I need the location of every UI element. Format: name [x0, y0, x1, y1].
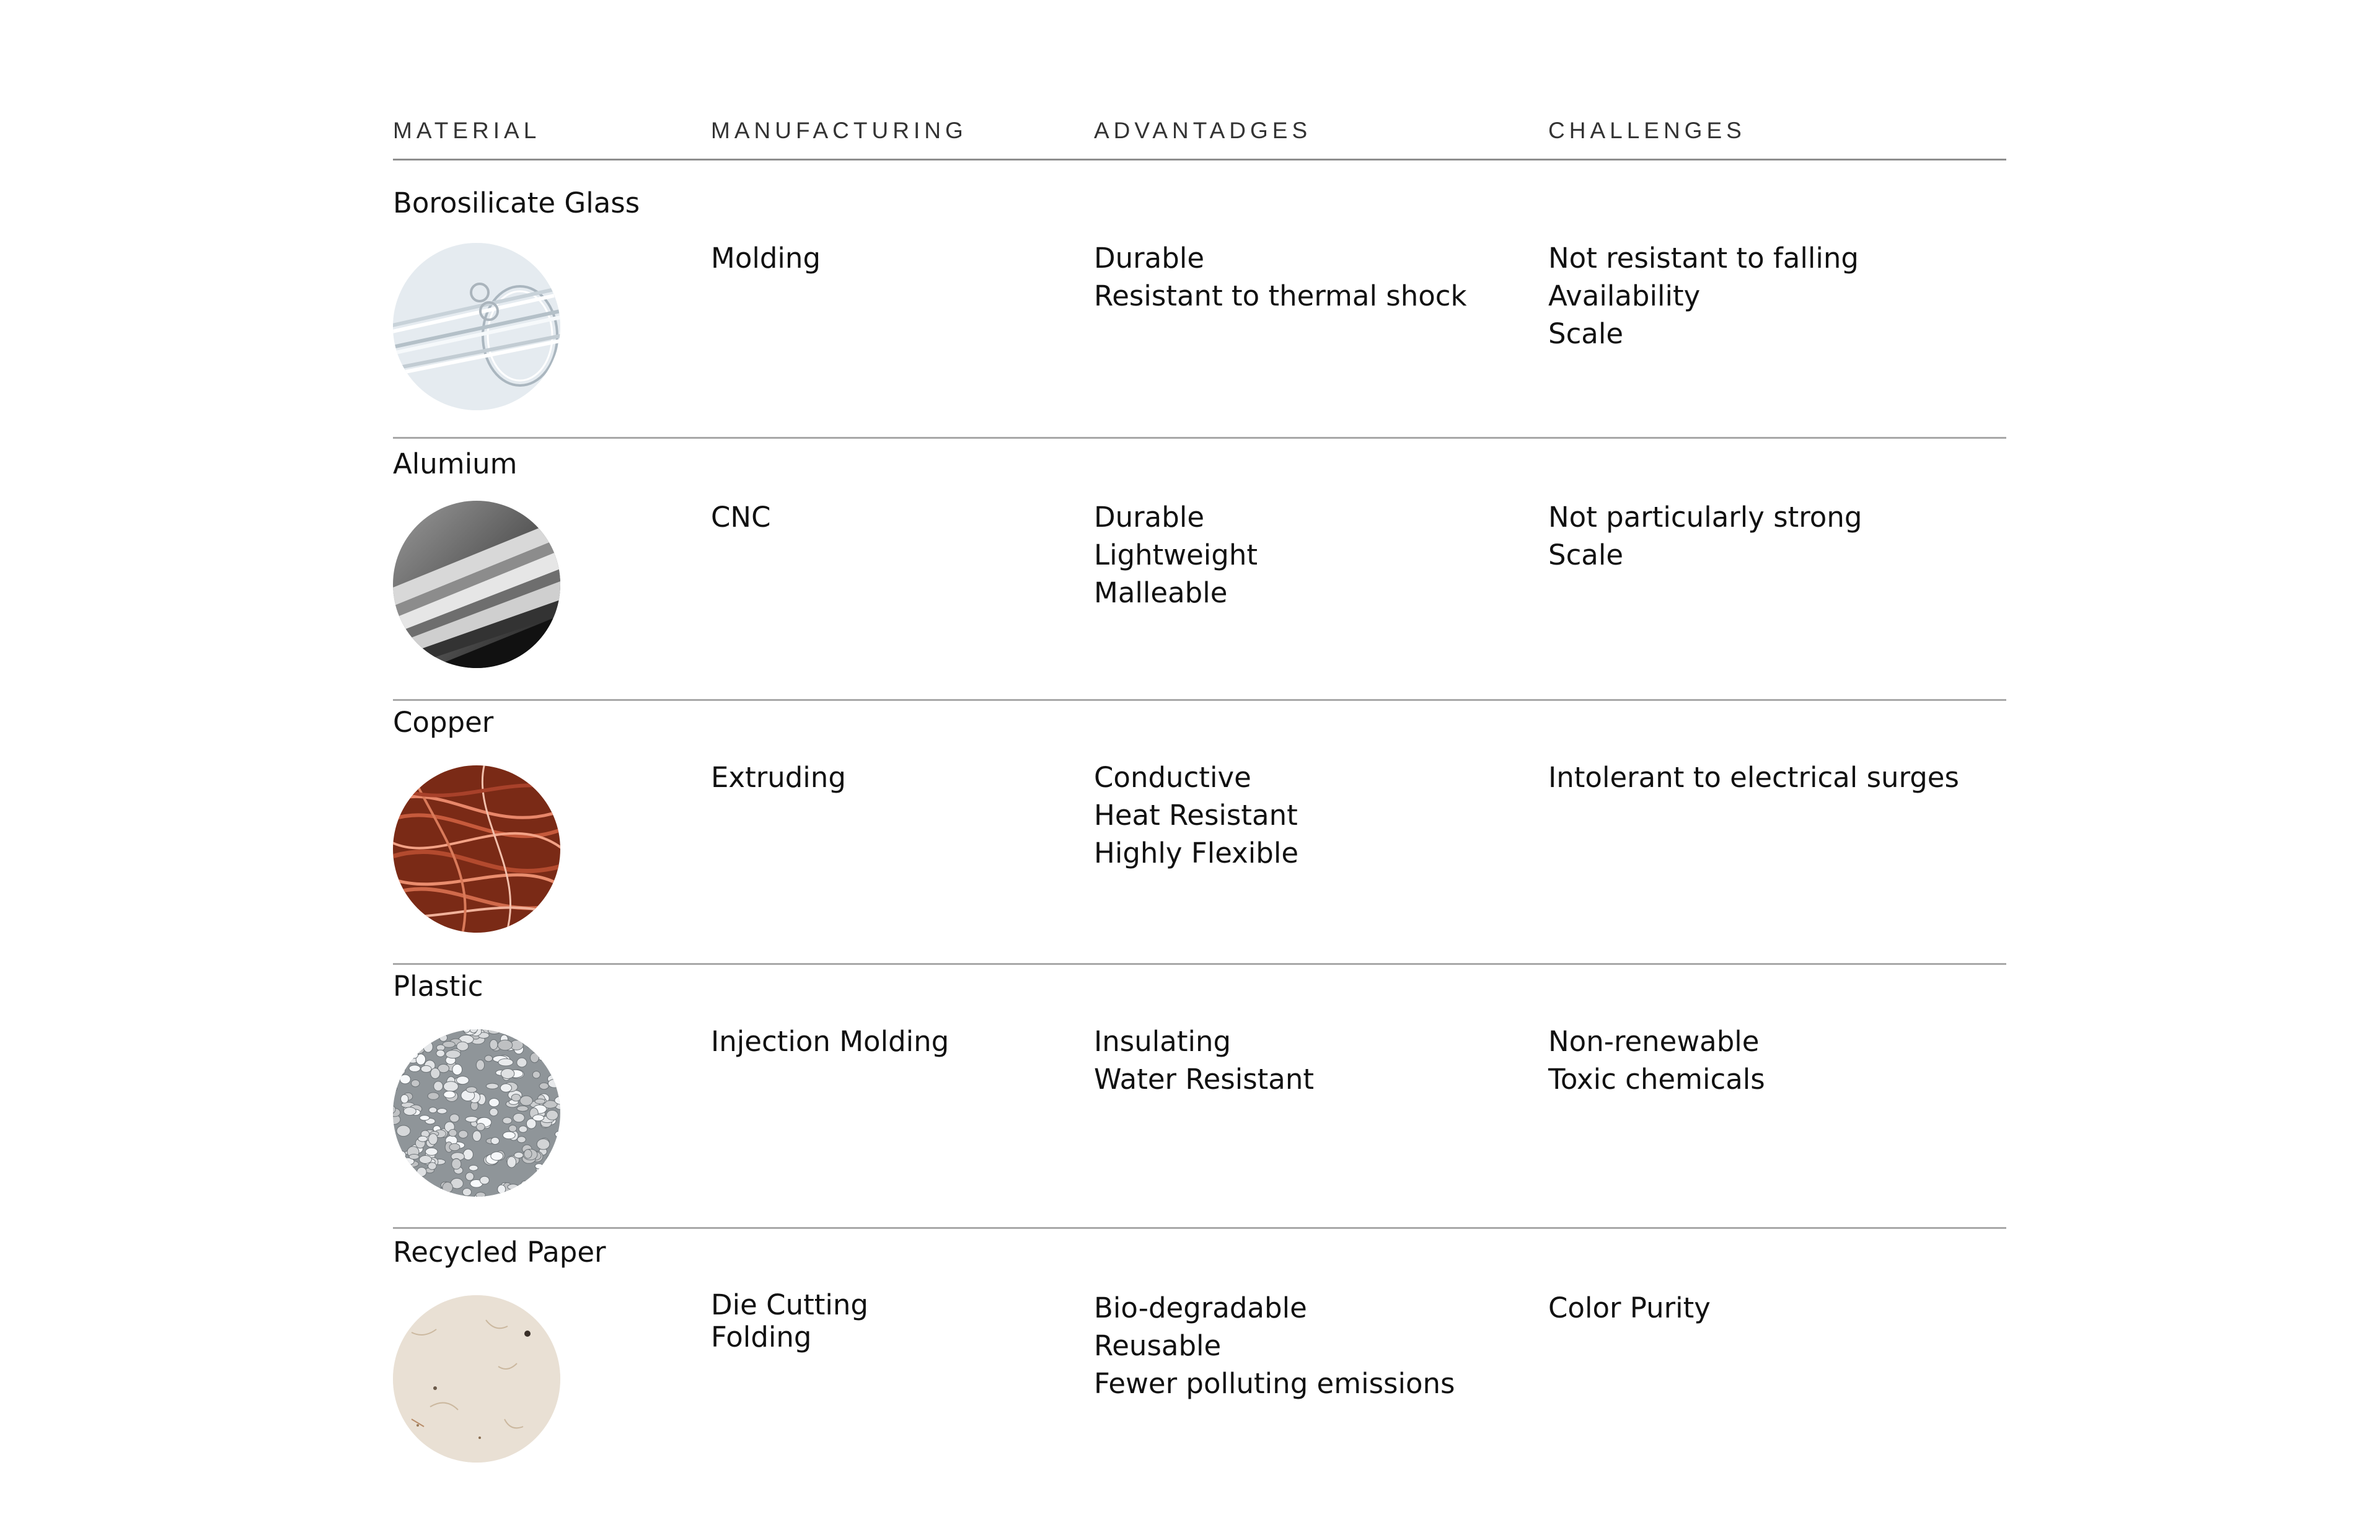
challenge-item: Scale: [1548, 539, 1624, 571]
advantages-cell: [1094, 239, 1467, 315]
header-manufacturing: MANUFACTURING: [711, 118, 967, 143]
challenges-cell: [1548, 1289, 1711, 1327]
advantage-item: Durable: [1094, 501, 1205, 534]
table-header: [393, 118, 2006, 161]
material-name: Copper: [393, 706, 494, 739]
aluminium-sheets-icon: [393, 501, 560, 668]
advantage-item: Fewer polluting emissions: [1094, 1367, 1455, 1400]
manufacturing-item: CNC: [711, 501, 771, 534]
advantage-item: Insulating: [1094, 1025, 1232, 1058]
advantage-item: Lightweight: [1094, 539, 1258, 571]
challenge-item: Not resistant to falling: [1548, 242, 1859, 275]
header-material: MATERIAL: [393, 118, 541, 143]
challenge-item: Scale: [1548, 317, 1624, 350]
manufacturing-cell: [711, 239, 821, 277]
manufacturing-cell: [711, 1023, 949, 1060]
challenge-item: Not particularly strong: [1548, 501, 1862, 534]
manufacturing-item: Molding: [711, 242, 821, 275]
advantage-item: Malleable: [1094, 576, 1228, 609]
advantage-item: Resistant to thermal shock: [1094, 279, 1467, 312]
table-row: [393, 965, 2006, 1229]
challenge-item: Color Purity: [1548, 1291, 1711, 1324]
material-name: Recycled Paper: [393, 1236, 606, 1269]
manufacturing-item: Injection Molding: [711, 1025, 950, 1058]
manufacturing-cell: [711, 498, 771, 536]
manufacturing-cell: [711, 759, 846, 796]
material-name: Borosilicate Glass: [393, 187, 640, 219]
challenge-item: Non-renewable: [1548, 1025, 1760, 1058]
advantage-item: Water Resistant: [1094, 1063, 1315, 1096]
materials-table: [393, 0, 2006, 1540]
glass-rods-icon: [393, 243, 560, 410]
header-advantages: ADVANTADGES: [1094, 118, 1312, 143]
challenge-item: Availability: [1548, 279, 1701, 312]
recycled-paper-icon: [393, 1295, 560, 1463]
table-row: [393, 701, 2006, 965]
advantages-cell: [1094, 759, 1298, 872]
table-row: [393, 1229, 2006, 1495]
material-name: Alumium: [393, 447, 518, 480]
plastic-pellets-icon: [393, 1029, 560, 1197]
table-row: [393, 159, 2006, 439]
advantage-item: Durable: [1094, 242, 1205, 275]
table-row: [393, 439, 2006, 701]
header-challenges: CHALLENGES: [1548, 118, 1746, 143]
manufacturing-item: Folding: [711, 1321, 812, 1353]
advantage-item: Conductive: [1094, 761, 1251, 794]
challenge-item: Intolerant to electrical surges: [1548, 761, 1959, 794]
copper-wire-icon: [393, 765, 560, 933]
advantage-item: Bio-degradable: [1094, 1291, 1307, 1324]
advantage-item: Heat Resistant: [1094, 799, 1298, 832]
challenges-cell: [1548, 498, 1862, 574]
advantages-cell: [1094, 1289, 1455, 1402]
manufacturing-cell: [711, 1289, 868, 1353]
challenges-cell: [1548, 239, 1859, 353]
manufacturing-item: Die Cutting: [711, 1288, 868, 1321]
challenge-item: Toxic chemicals: [1548, 1063, 1765, 1096]
advantages-cell: [1094, 1023, 1314, 1098]
advantage-item: Highly Flexible: [1094, 837, 1299, 869]
advantages-cell: [1094, 498, 1258, 612]
manufacturing-item: Extruding: [711, 761, 846, 794]
challenges-cell: [1548, 1023, 1765, 1098]
advantage-item: Reusable: [1094, 1329, 1222, 1362]
challenges-cell: [1548, 759, 1959, 796]
material-name: Plastic: [393, 970, 483, 1003]
